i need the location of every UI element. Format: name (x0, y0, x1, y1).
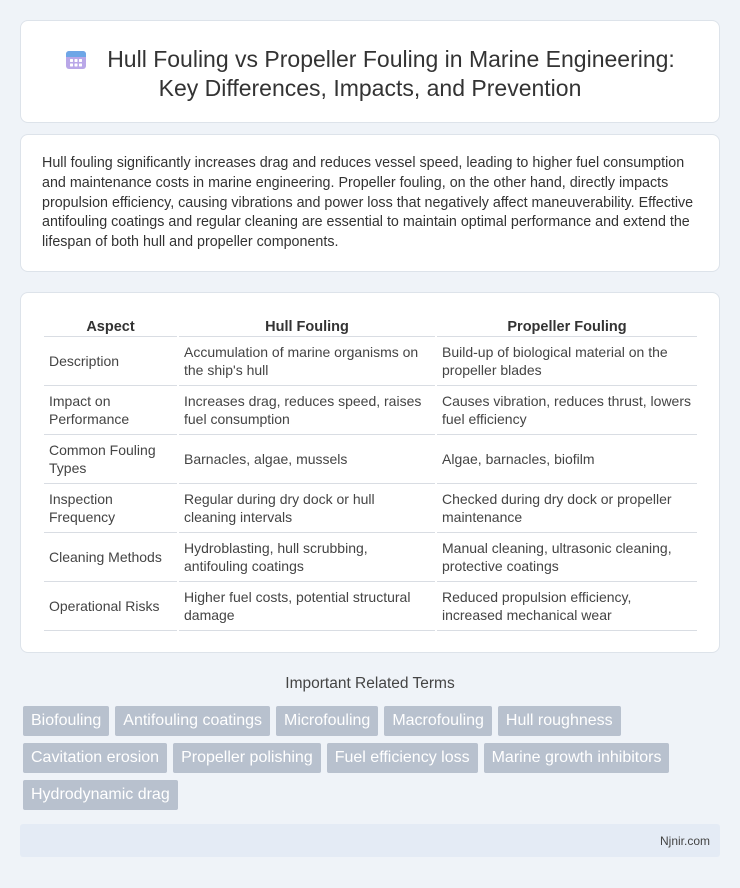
term-chip[interactable]: Hydrodynamic drag (23, 780, 178, 810)
cell-hull: Regular during dry dock or hull cleaning intervals (179, 484, 435, 533)
cell-propeller: Reduced propulsion efficiency, increased mechanical wear (437, 582, 697, 631)
footer-site-link[interactable]: Njnir.com (659, 834, 710, 848)
intro-card (20, 134, 720, 272)
term-chip[interactable]: Fuel efficiency loss (327, 743, 478, 773)
table-row (44, 582, 697, 631)
footer-bar (20, 824, 720, 857)
term-chip[interactable]: Microfouling (276, 706, 378, 736)
calendar-icon (65, 48, 87, 70)
table-row (44, 484, 697, 533)
term-chip[interactable]: Marine growth inhibitors (484, 743, 670, 773)
term-chip[interactable]: Macrofouling (384, 706, 492, 736)
cell-hull: Higher fuel costs, potential structural damage (179, 582, 435, 631)
intro-paragraph: Hull fouling significantly increases drag and reduces vessel speed, leading to higher fuel consumption and maintenance costs in marine engineering. Propeller fouling, on the other hand, directly impacts propulsion efficiency, causing vibrations and power loss that negatively affect maneuverability. Effective antifouling coatings and regular cleaning are essential to maintain optimal performance and extend the lifespan of both hull and propeller components. (42, 155, 694, 251)
page-title (21, 45, 719, 103)
related-terms-list (23, 706, 703, 810)
table-row (44, 533, 697, 582)
table-row (44, 435, 697, 484)
cell-aspect: Inspection Frequency (44, 484, 177, 533)
cell-aspect: Operational Risks (44, 582, 177, 631)
cell-propeller: Checked during dry dock or propeller maintenance (437, 484, 697, 533)
cell-hull: Hydroblasting, hull scrubbing, antifouling coatings (179, 533, 435, 582)
term-chip[interactable]: Antifouling coatings (115, 706, 270, 736)
comparison-card (20, 292, 720, 653)
cell-propeller: Algae, barnacles, biofilm (437, 435, 697, 484)
cell-hull: Barnacles, algae, mussels (179, 435, 435, 484)
term-chip[interactable]: Cavitation erosion (23, 743, 167, 773)
title-card (20, 20, 720, 123)
cell-aspect: Cleaning Methods (44, 533, 177, 582)
header-propeller-fouling: Propeller Fouling (437, 315, 697, 337)
cell-aspect: Description (44, 337, 177, 386)
cell-hull: Increases drag, reduces speed, raises fuel consumption (179, 386, 435, 435)
title-line-2: Key Differences, Impacts, and Prevention (158, 75, 582, 101)
table-row (44, 386, 697, 435)
header-hull-fouling: Hull Fouling (179, 315, 435, 337)
title-line-1: Hull Fouling vs Propeller Fouling in Marine Engineering: (107, 46, 675, 72)
header-aspect: Aspect (44, 315, 177, 337)
term-chip[interactable]: Biofouling (23, 706, 109, 736)
cell-aspect: Common Fouling Types (44, 435, 177, 484)
cell-propeller: Causes vibration, reduces thrust, lowers fuel efficiency (437, 386, 697, 435)
cell-propeller: Build-up of biological material on the propeller blades (437, 337, 697, 386)
table-header-row (44, 315, 697, 337)
cell-aspect: Impact on Performance (44, 386, 177, 435)
table-row (44, 337, 697, 386)
cell-hull: Accumulation of marine organisms on the ship's hull (179, 337, 435, 386)
comparison-table (42, 315, 699, 631)
related-terms-heading: Important Related Terms (285, 675, 455, 692)
term-chip[interactable]: Hull roughness (498, 706, 621, 736)
term-chip[interactable]: Propeller polishing (173, 743, 321, 773)
cell-propeller: Manual cleaning, ultrasonic cleaning, protective coatings (437, 533, 697, 582)
